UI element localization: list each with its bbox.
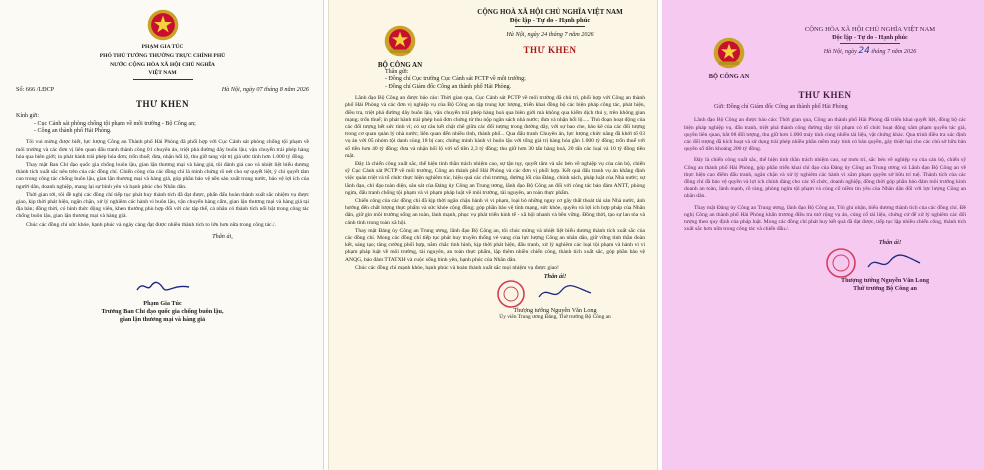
- letter1-closing: Thân ái,: [212, 232, 233, 240]
- letter1-paragraph: Chúc các đồng chí sức khỏe, hạnh phúc và ngày càng đạt được nhiều thành tích to lớn hơn nữa trong công tác./.: [26, 221, 276, 228]
- letter1-header: [16, 8, 309, 84]
- letter3-motto: Độc lập - Tự do - Hạnh phúc: [832, 34, 908, 41]
- letter3-ministry: BỘ CÔNG AN: [708, 73, 750, 80]
- letter2-paragraph: Đây là chiến công xuất sắc, thể hiện tinh thần trách nhiệm cao, sự tận tụy, quyết tâm và sắc bén về nghiệp vụ của cán bộ, chiến sỹ Cục Cảnh sát PCTP về môi trường, Công an thành phố Hải Phòng và các đơn vị phối hợp. Kết quả đấu tranh vụ án khẳng định việc quán triệt và tổ chức thực hiện nghiêm túc, hiệu quả các chủ trương, đường lối của Đảng, chính sách, pháp luật của Nhà nước; sự lãnh đạo, chỉ đạo toàn diện, sâu sát của Đảng ủy Công an Trung ương, lãnh đạo Bộ Công an đối với công tác bảo đảm ANTT, phòng ngừa, đấu tranh chống tội phạm và vi phạm pháp luật về môi trường, tài nguyên, an toàn thực phẩm.: [345, 161, 645, 196]
- letter1-sign-name: Phạm Gia Túc: [143, 300, 182, 308]
- letter-page-2: [328, 0, 658, 470]
- letter1-number: Số: 666 /LĐCP: [16, 86, 55, 94]
- official-seal-icon: [495, 279, 527, 309]
- letter2-paragraph: Lãnh đạo Bộ Công an được báo cáo: Thời gian qua, Cục Cảnh sát PCTP về môi trường đã chủ trì, phối hợp với Công an thành phố Hải Phòng và các đơn vị nghiệp vụ của Bộ Công an tập trung lực lượng, triển khai đồng bộ các biện pháp công tác, phát hiện, điều tra, triệt phá đường dây buôn lậu, vận chuyển trái phép hàng hoá qua biên giới mà không qua kiểm dịch thú y, trên không gian mạng; trốn thuế; in phát hành trái phép hoá đơn chứng từ thu nộp ngân sách nhà nước; đưa và nhận hối lộ..... Thủ đoạn hoạt động của các đối tượng hết sức tinh vi; có sự câu kết chặt chẽ giữa các đối tượng trong đường dây, với sự bao che, bảo kê của các đối tượng trong cơ quan quản lý nhà nước; liên quan đến nhiều tỉnh, thành phố... Qua đấu tranh Chuyên án, lực lượng chức năng đã khởi tố 03 vụ án với 05 nhóm tội danh cùng 18 bị can; chứng minh hành vi buôn lậu với tổng giá trị hàng hóa gần 1.000 tỷ đồng; trốn thuế với số tiền hơn 40 tỷ đồng; đưa và nhận hối lộ với số tiền 2,3 tỷ đồng; thu giữ hơn 30 tấn hàng hoá, 20 tấn các loại và 10 tỷ đồng tiền mặt.: [345, 95, 645, 159]
- divider: [133, 79, 193, 80]
- letter3-closing: Thân ái!: [878, 239, 902, 247]
- letter1-greeting: Kính gửi:: [16, 113, 40, 120]
- signature-icon: [864, 251, 924, 273]
- letter3-paragraph: Lãnh đạo Bộ Công an được báo cáo: Thời gian qua, Công an thành phố Hải Phòng đã triển khai quyết liệt, đồng bộ các biện pháp nghiệp vụ, đấu tranh, triệt phá thành công đường dây tội phạm có tổ chức hoạt động xâm phạm quyền tác giả, quyền liên quan, bắt 08 đối tượng, thu giữ hơn 1.000 máy tính cùng nhiều tài liệu, vật chứng khác. Qua trinh điều tra xác định các đối tượng đã kích hoạt và sử dụng trái phép nhiều phần mềm máy tính có bản quyền, gây thiệt hại cho các chủ sở hữu bản quyền số tiền khoảng 200 tỷ đồng.: [684, 117, 966, 153]
- letter3-seal-area: [684, 247, 966, 277]
- letter1-recipient: - Cục Cảnh sát phòng chống tội phạm về môi trường - Bộ Công an;: [34, 120, 196, 127]
- letter1-recipient: - Công an thành phố Hải Phòng.: [34, 128, 112, 134]
- police-emblem-icon: [383, 24, 417, 58]
- letter1-sign-role: gian lận thương mại và hàng giả: [119, 315, 206, 323]
- letter2-motto: Độc lập - Tự do - Hạnh phúc: [509, 17, 591, 24]
- letter1-signer-name: PHẠM GIA TÚC: [141, 44, 184, 50]
- letter3-nation: CỘNG HÒA XÃ HỘI CHỦ NGHĨA VIỆT NAM: [804, 26, 936, 33]
- letter3-paragraph: Đây là chiến công xuất sắc, thể hiện tinh thần trách nhiệm cao, sự mưu trí, sắc bén về nghiệp vụ của cán bộ, chiến sỹ Công an thành phố Hải Phòng, góp phần triển khai chỉ đạo của Đảng ủy Công an Trung ương và Lãnh đạo Bộ Công an về thực hiện cao điểm đấu tranh, ngăn chặn và xử lý nghiêm các hành vi xâm phạm quyền sở hữu trí tuệ. Thành tích của các đồng chí đã bảo vệ quyền và lợi ích chính đáng cho các tổ chức, doanh nghiệp, đồng thời góp phần bảo đảm môi trường kinh doanh an toàn, lành mạnh, rõ ràng, phòng ngừa tội phạm và củng cố niềm tin yêu của Nhân dân đối với lực lượng Công an nhân dân.: [684, 157, 966, 200]
- letter1-paragraph: Tôi vui mừng được biết, lực lượng Công an Thành phố Hải Phòng đã phối hợp với Cục Cảnh sát phòng chống tội phạm về môi trường và các đơn vị liên quan đấu tranh thành công 01 chuyên án, triệt phá đường dây buôn lậu; vận chuyển trái phép hàng hóa qua biên giới; in phát hành trái phép hóa đơn; trốn thuế; đưa, nhận hối lộ, thu giữ tang vật trị giá ước tính hơn 1.000 tỷ đồng.: [16, 139, 309, 160]
- divider: [515, 26, 585, 27]
- letter3-date-day: 24: [858, 45, 870, 56]
- letter2-paragraph: Chiến công của các đồng chí đã kịp thời ngăn chặn hành vi vi phạm, loại bỏ những nguy cơ gây thất thoát tài sản Nhà nước, ảnh hưởng đến chất lượng thực phẩm và sức khỏe cộng đồng; góp phần bảo vệ tính mạng, sức khỏe, quyền và lợi ích hợp pháp của Nhân dân, giữ gìn môi trường sống an toàn, lành mạnh, phục vụ phát triển kinh tế - xã hội nhanh và bền vững. Đồng thời, tạo sự lan tỏa và cảnh tỉnh trong toàn xã hội.: [345, 198, 645, 226]
- letter2-title: THƯ KHEN: [523, 44, 577, 55]
- police-emblem-icon: [712, 36, 746, 70]
- letter3-paragraph: Thay mặt Đảng ủy Công an Trung ương, lãnh đạo Bộ Công an, Tôi ghi nhận, biểu dương thành tích của các đồng chí. Đề nghị Công an thành phố Hải Phòng khẩn trương điều tra mở rộng vụ án, củng cố tài liệu, chứng cứ để xử lý nghiêm các đối tượng theo quy định của pháp luật. Mong các đồng chí phát huy kết quả đã đạt được, tiếp tục lập nhiều chiến công, thành tích xuất sắc hơn nữa trong công tác và chiến đấu./.: [684, 204, 966, 233]
- letter2-greeting: Thân gửi:: [385, 69, 409, 75]
- letter2-paragraph: Chúc các đồng chí mạnh khỏe, hạnh phúc và hoàn thành xuất sắc mọi nhiệm vụ được giao!: [355, 264, 559, 271]
- letter-page-1: [0, 0, 324, 470]
- letter3-header: [684, 26, 966, 80]
- letter3-greeting: Gửi: Đồng chí Giám đốc Công an thành phố Hải Phòng: [714, 104, 848, 110]
- letter1-title: THƯ KHEN: [136, 99, 189, 110]
- letter1-paragraph: Thời gian tới, tôi đề nghị các đồng chí tiếp tục phát huy thành tích đã đạt được, phấn đấu hoàn thành xuất sắc nhiệm vụ được giao, kịp thời phát hiện, ngăn chặn, xử lý nghiêm các hành vi buôn lậu, vận chuyển hàng cấm, gian lận thương mại và hàng giả tại địa bàn; đồng thời, có hình thức động viên, khen thưởng phù hợp đối với các tập thể, cá nhân có thành tích nổi bật trong công tác chống buôn lậu, gian lận thương mại và hàng giả.: [16, 191, 309, 220]
- letter3-sign-name: Thượng tướng Nguyễn Văn Long: [840, 277, 930, 285]
- letter1-sign-role: Trưởng Ban Chỉ đạo quốc gia chống buôn lậu,: [101, 308, 224, 316]
- letter2-closing: Thân ái!: [543, 273, 567, 281]
- letter3-date-prefix: Hà Nội, ngày: [823, 47, 857, 55]
- letter3-sign-role: Thứ trưởng Bộ Công an: [853, 284, 917, 292]
- letter2-recipient: - Đồng chí Cục trưởng Cục Cảnh sát PCTP về môi trường;: [385, 76, 526, 83]
- letter1-country: NƯỚC CỘNG HÒA XÃ HỘI CHỦ NGHĨA: [110, 61, 215, 68]
- signature-icon: [16, 278, 309, 294]
- letter1-paragraph: Thay mặt Ban Chỉ đạo quốc gia chống buôn lậu, gian lận thương mại và hàng giả, tôi đánh giá cao và nhiệt liệt biểu dương thành tích xuất sắc nêu trên của các đồng chí. Chiến công của các đồng chí là minh chứng rõ nét cho sự quyết liệt, ý chí quyết tâm cao trong công tác chống buôn lậu, gian lận thương mại và hàng giả, góp phần bảo vệ nền sản xuất trong nước, bảo vệ lợi ích của người dân, doanh nghiệp, mang lại sự bình yên và hạnh phúc cho Nhân dân.: [16, 162, 309, 190]
- letter2-sign-role: Ủy viên Trung ương Đảng, Thứ trưởng Bộ Công an: [499, 314, 611, 321]
- letter1-date: Hà Nội, ngày 07 tháng 8 năm 2026: [221, 86, 309, 94]
- letter1-country2: VIỆT NAM: [148, 70, 177, 77]
- official-seal-icon: [824, 247, 858, 279]
- letter2-recipient: - Đồng chí Giám đốc Công an thành phố Hải Phòng.: [385, 83, 512, 90]
- letter3-date: [774, 45, 966, 56]
- letter3-title: THƯ KHEN: [798, 90, 852, 100]
- state-emblem-icon: [146, 8, 180, 42]
- divider: [840, 43, 900, 44]
- letter1-signer-title: PHÓ THỦ TƯỚNG THƯỜNG TRỰC CHÍNH PHỦ: [99, 52, 226, 59]
- letter3-date-suffix: tháng 7 năm 2026: [871, 47, 917, 55]
- letter-page-3: [662, 0, 984, 470]
- letter1-meta: [16, 86, 309, 93]
- letter2-header: [345, 8, 645, 69]
- letter2-nation: CỘNG HOÀ XÃ HỘI CHỦ NGHĨA VIỆT NAM: [477, 8, 623, 16]
- letter2-date: Hà Nội, ngày 24 tháng 7 năm 2026: [506, 31, 594, 38]
- letter2-ministry: BỘ CÔNG AN: [377, 61, 423, 69]
- signature-icon: [535, 283, 595, 303]
- letter2-sign-name: Thượng tướng Nguyễn Văn Long: [513, 306, 597, 314]
- letter2-seal-area: [345, 281, 645, 307]
- letter2-paragraph: Thay mặt Đảng ủy Công an Trung ương, lãnh đạo Bộ Công an, tôi chúc mừng và nhiệt liệt biểu dương thành tích xuất sắc của các đồng chí. Mong các đồng chí tiếp tục phát huy truyền thống vẻ vang của lực lượng Công an nhân dân, giữ vững tinh thần đoàn kết, sáng tạo; tăng cường phối hợp, nắm chắc tình hình, kịp thời phát hiện, đấu tranh, xử lý nghiêm các loại tội phạm và hành vi vi phạm pháp luật về môi trường, tài nguyên, an toàn thực phẩm, lập thêm nhiều chiến công, thành tích xuất sắc, góp phần bảo vệ ANQG, bảo đảm TTATXH và cuộc sống bình yên, hạnh phúc của Nhân dân.: [345, 227, 645, 263]
